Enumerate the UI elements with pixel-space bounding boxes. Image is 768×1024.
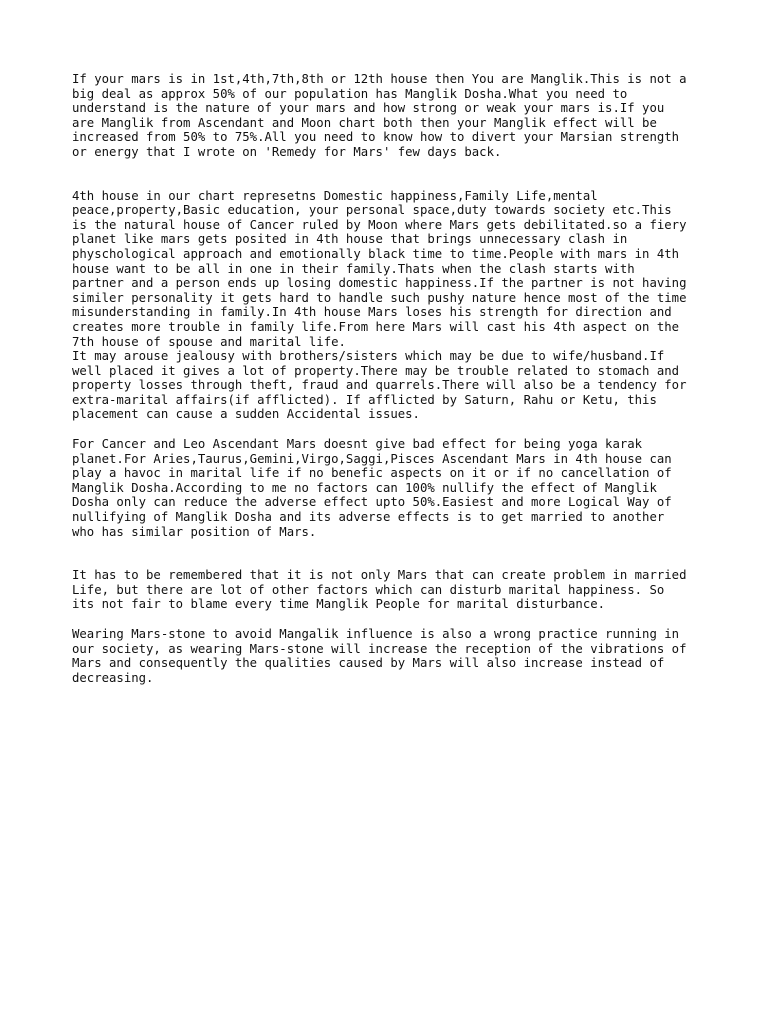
paragraph-fourth-house: 4th house in our chart represetns Domestic happiness,Family Life,mental peace,property,Basic education, your personal space,duty towards society etc.This is the natural house of Cancer ruled by Moon where Mars gets debilitated.so a fiery planet like mars gets posited in 4th house that brings unnecessary clash in physchological approach and emotionally black time to time.People with mars in 4th house want to be all in one in their family.Thats when the clash starts with partner and a person ends up losing domestic happiness.If the partner is not having similer personality it gets hard to handle such pushy nature hence most of the time misunderstanding in family.In 4th house Mars loses his strength for direction and creates more trouble in family life.From here Mars will cast his 4th aspect on the 7th house of spouse and marital life. xyxy=(72,188,687,349)
paragraph-manglik-intro: If your mars is in 1st,4th,7th,8th or 12th house then You are Manglik.This is not a big deal as approx 50% of our population has Manglik Dosha.What you need to understand is the nature of your mars and how strong or weak your mars is.If you are Manglik from Ascendant and Moon chart both then your Manglik effect will be increased from 50% to 75%.All you need to know how to divert your Marsian strength or energy that I wrote on 'Remedy for Mars' few days back. xyxy=(72,72,687,159)
paragraph-not-only-mars: It has to be remembered that it is not only Mars that can create problem in married Life, but there are lot of other factors which can disturb marital happiness. So its not fair to blame every time Manglik People for marital disturbance. xyxy=(72,568,687,612)
paragraph-spacer xyxy=(72,422,702,437)
paragraph-ascendant: For Cancer and Leo Ascendant Mars doesnt give bad effect for being yoga karak planet.For Aries,Taurus,Gemini,Virgo,Saggi,Pisces Ascendant Mars in 4th house can play a havoc in marital life if no benefic aspects on it or if no cancellation of Manglik Dosha.According to me no factors can 100% nullify the effect of Manglik Dosha only can reduce the adverse effect upto 50%.Easiest and more Logical Way of nullifying of Manglik Dosha and its adverse effects is to get married to another who has similar position of Mars. xyxy=(72,437,672,539)
paragraph-spacer xyxy=(72,160,702,189)
paragraph-jealousy: It may arouse jealousy with brothers/sisters which may be due to wife/husband.If well placed it gives a lot of property.There may be trouble related to stomach and property losses through theft, fraud and quarrels.There will also be a tendency for extra-marital affairs(if afflicted). If afflicted by Saturn, Rahu or Ketu, this placement can cause a sudden Accidental issues. xyxy=(72,349,687,422)
paragraph-spacer xyxy=(72,539,702,568)
document-page xyxy=(72,72,702,685)
paragraph-mars-stone: Wearing Mars-stone to avoid Mangalik influence is also a wrong practice running in our society, as wearing Mars-stone will increase the reception of the vibrations of Mars and consequently the qualities caused by Mars will also increase instead of decreasing. xyxy=(72,627,687,685)
paragraph-spacer xyxy=(72,612,702,627)
